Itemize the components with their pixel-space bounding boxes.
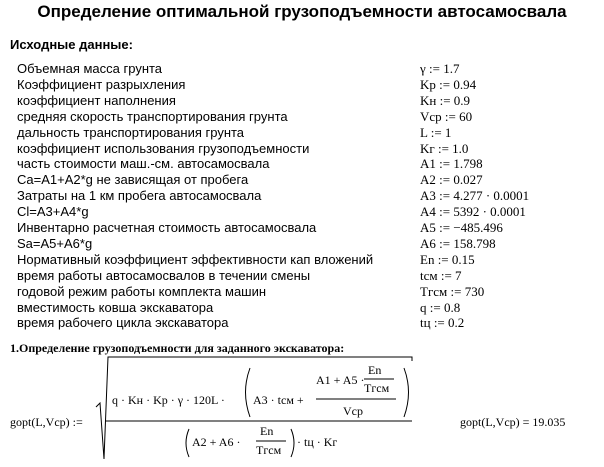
param-label: коэффициент наполнения	[17, 92, 176, 108]
param-row	[0, 172, 604, 188]
param-value[interactable]: A6 := 158.798	[420, 235, 496, 251]
param-label: время работы автосамосвалов в течении смены	[17, 267, 311, 283]
param-value[interactable]: A2 := 0.027	[420, 172, 483, 188]
param-row	[0, 125, 604, 141]
param-row	[0, 77, 604, 93]
param-label: Cl=A3+A4*g	[17, 204, 89, 220]
param-label: время рабочего цикла экскаватора	[17, 315, 229, 331]
param-row	[0, 61, 604, 77]
param-row	[0, 109, 604, 125]
param-value[interactable]: Kp := 0.94	[420, 76, 477, 92]
param-label: Инвентарно расчетная стоимость автосамосвала	[17, 220, 317, 235]
param-label: средняя скорость транспортирования грунта	[17, 108, 288, 124]
param-value[interactable]: q := 0.8	[420, 299, 461, 315]
param-row	[0, 220, 604, 236]
a3-tcm-term: A3 · tсм +	[253, 393, 304, 407]
param-value[interactable]: γ := 1.7	[420, 61, 460, 76]
den-en: En	[260, 424, 274, 438]
formula-lhs: gopt(L,Vcp) :=	[10, 415, 83, 429]
param-value[interactable]: Kг := 1.0	[420, 140, 469, 156]
den-paren-right	[291, 429, 294, 457]
param-value[interactable]: Tгсм := 730	[420, 283, 485, 299]
formula-result: gopt(L,Vcp) = 19.035	[460, 415, 566, 429]
numerator-prefix: q · Kн · Kp · γ · 120L ·	[112, 393, 225, 407]
param-row	[0, 252, 604, 268]
section-heading: 1.Определение грузоподъемности для заданного экскаватора:	[10, 341, 345, 355]
param-label: вместимость ковша экскаватора	[17, 299, 214, 315]
param-row	[0, 141, 604, 157]
param-value[interactable]: Kн := 0.9	[420, 92, 471, 108]
param-value[interactable]: A5 := −485.496	[420, 220, 503, 235]
param-value[interactable]: A3 := 4.277 · 0.0001	[420, 188, 530, 204]
param-label: годовой режим работы комплекта машин	[17, 283, 267, 299]
den-tail: · tц · Kг	[297, 435, 338, 449]
param-label: дальность транспортирования грунта	[17, 124, 245, 140]
param-row	[0, 315, 604, 331]
vcp-denominator: Vcp	[343, 404, 363, 418]
param-label: Затраты на 1 км пробега автосамосвала	[17, 188, 262, 204]
a1-a5-term: A1 + A5 ·	[316, 373, 365, 387]
en-numerator: En	[368, 363, 382, 377]
den-paren-left	[186, 429, 189, 457]
den-trcm: Tгсм	[256, 443, 282, 457]
page-title: Определение оптимальной грузоподъемности автосамосвала	[37, 2, 567, 21]
param-label: Sa=A5+A6*g	[17, 235, 93, 251]
param-label: часть стоимости маш.-см. автосамосвала	[17, 156, 270, 172]
param-row	[0, 300, 604, 316]
param-value[interactable]: tц := 0.2	[420, 315, 465, 331]
param-row	[0, 236, 604, 252]
trcm-denominator: Tгсм	[364, 381, 390, 395]
outer-paren-right	[404, 368, 409, 417]
param-row	[0, 204, 604, 220]
param-label: Коэффициент разрыхления	[17, 76, 186, 92]
den-a2-a6-term: A2 + A6 ·	[192, 435, 241, 449]
outer-paren-left	[246, 368, 251, 417]
param-row	[0, 268, 604, 284]
param-label: коэффициент использования грузоподъемности	[17, 140, 310, 156]
param-label: Ca=A1+A2*g не зависящая от пробега	[17, 172, 249, 188]
param-row	[0, 284, 604, 300]
param-value[interactable]: A4 := 5392 · 0.0001	[420, 204, 526, 220]
param-row	[0, 188, 604, 204]
param-value[interactable]: En := 0.15	[420, 251, 475, 267]
radical-sign	[96, 357, 412, 459]
gopt-formula	[0, 355, 604, 467]
param-row	[0, 156, 604, 172]
param-row	[0, 93, 604, 109]
param-value[interactable]: A1 := 1.798	[420, 156, 483, 172]
param-value[interactable]: tсм := 7	[420, 267, 462, 283]
param-label: Нормативный коэффициент эффективности кап вложений	[17, 251, 374, 267]
param-value[interactable]: Vcp := 60	[420, 108, 473, 124]
input-data-heading: Исходные данные:	[10, 37, 133, 52]
param-label: Объемная масса грунта	[17, 61, 163, 76]
param-value[interactable]: L := 1	[420, 124, 452, 140]
